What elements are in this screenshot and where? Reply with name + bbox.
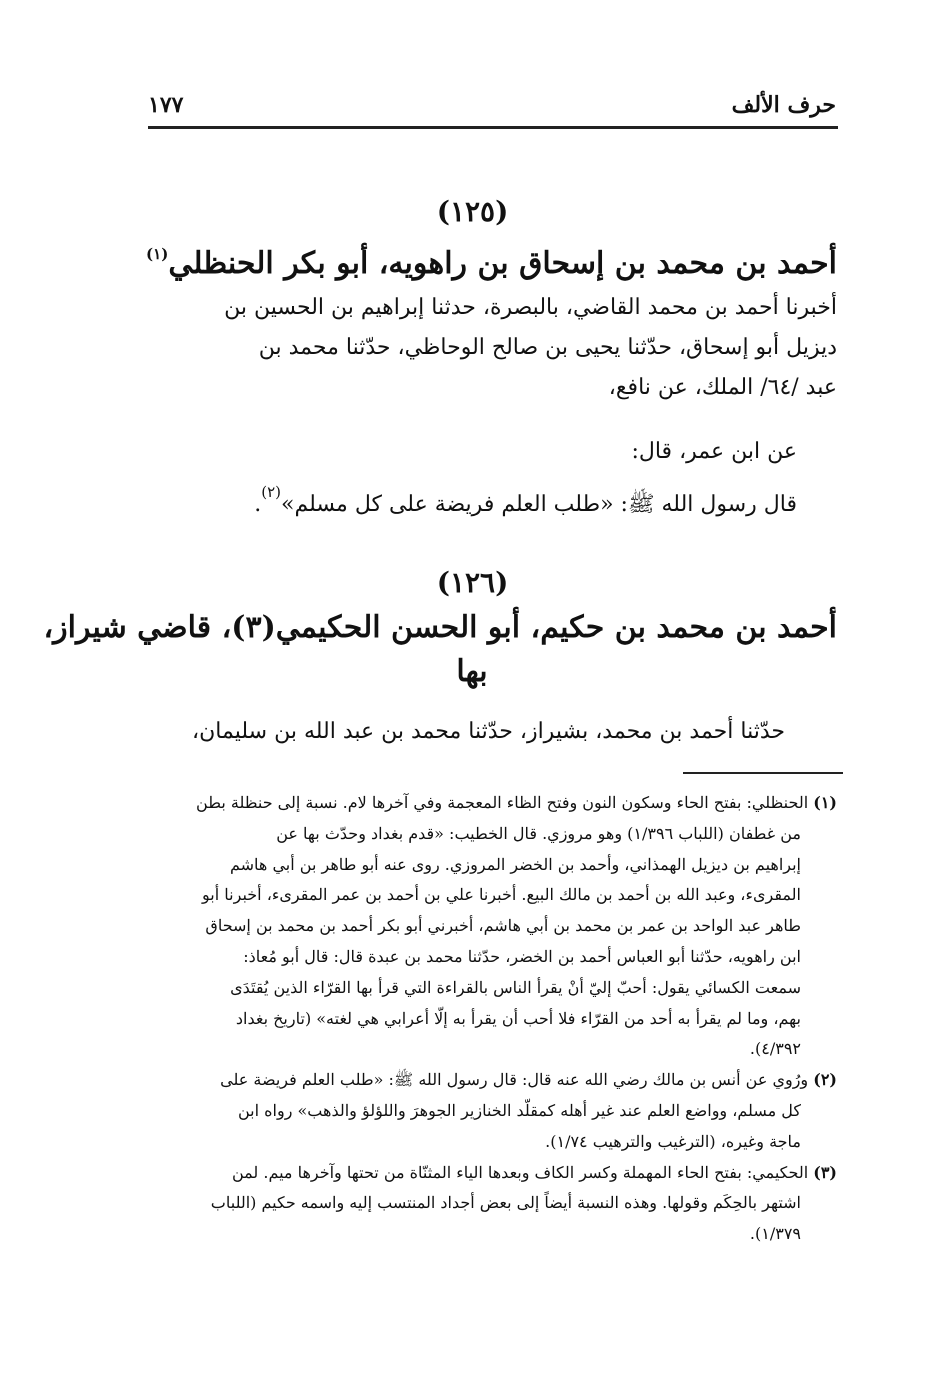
entry-number: (١٢٦)	[436, 566, 509, 599]
body-line: عن ابن عمر، قال:	[631, 439, 797, 464]
header-page-number: ١٧٧	[148, 92, 184, 118]
footnote-line	[137, 1065, 837, 1096]
body-line: حدّثنا أحمد بن محمد، بشيراز، حدّثنا محمد بن عبد الله بن سليمان،	[192, 719, 785, 744]
body-line: قال رسول الله ﷺ: «طلب العلم فريضة على كل مسلم»$^{(٢)}$.	[254, 483, 797, 517]
footnote-line: إبراهيم بن ديزيل الهمذاني، وأحمد بن الخضر المروزي. روى عنه أبو طاهر بن أبي هاشم	[230, 854, 801, 874]
footnote-line	[137, 788, 837, 819]
running-header	[148, 92, 836, 124]
footnote-line: سمعت الكسائي يقول: أحبّ إليّ أنْ يقرأ الناس بالقراءة التي قرأ بها القرّاء الذين يُقتَدَى	[230, 977, 801, 997]
body-line: أخبرنا أحمد بن محمد القاضي، بالبصرة، حدثنا إبراهيم بن الحسين بن	[224, 295, 837, 320]
footnotes	[137, 788, 837, 1250]
footnote-2	[137, 1065, 837, 1157]
footnote-line: ماجة وغيره، (الترغيب والترهيب ١/٧٤).	[545, 1131, 801, 1151]
body-line: ديزيل أبو إسحاق، حدّثنا يحيى بن صالح الوحاظي، حدّثنا محمد بن	[258, 335, 837, 360]
footnote-line: اشتهر بالحِكَم وقولها. وهذه النسبة أيضاً إلى بعض أجداد المنتسب إليه واسمه حكيم (اللباب	[210, 1193, 801, 1213]
entry-body	[85, 712, 785, 752]
footnote-ref: (٢)	[261, 483, 282, 501]
footnote-marker: (١)	[813, 793, 837, 812]
entry-body	[137, 288, 837, 408]
hadith-text	[137, 432, 797, 525]
footnote-rule	[683, 772, 843, 774]
footnote-marker: (٣)	[813, 1162, 837, 1182]
body-line: عبد /٦٤/ الملك، عن نافع،	[608, 375, 837, 400]
footnote-line: ٤/٣٩٢).	[749, 1039, 801, 1059]
footnote-3	[137, 1158, 837, 1250]
footnote-line: ابن راهويه، حدّثنا أبو العباس أحمد بن الخضر، حدّثنا محمد بن عبدة قال: قال أبو مُعاذ:	[243, 946, 801, 966]
entry-title-text: أحمد بن محمد بن إسحاق بن راهويه، أبو بكر الحنظلي	[168, 246, 837, 281]
footnote-line: طاهر عبد الواحد بن عمر بن محمد بن أبي هاشم، أخبرني أبو بكر أحمد بن محمد بن إسحاق	[205, 916, 801, 936]
header-rule	[148, 126, 838, 129]
footnote-line	[137, 1158, 837, 1189]
entry-number: (١٢٥)	[436, 195, 509, 228]
hadith-quote: قال رسول الله ﷺ: «طلب العلم فريضة على كل مسلم»	[281, 492, 797, 517]
footnote-1	[137, 788, 837, 1065]
entry-title-line: بها	[456, 654, 488, 689]
entry-title	[43, 606, 837, 694]
footnote-line: ١/٣٧٩).	[749, 1224, 801, 1244]
footnote-marker: (٢)	[813, 1070, 837, 1090]
footnote-ref: (١)	[146, 245, 169, 263]
footnote-line: من غطفان (اللباب ١/٣٩٦) وهو مروزي. قال الخطيب: «قدم بغداد وحدّث بها عن	[276, 823, 801, 843]
entry-title	[107, 232, 837, 286]
footnote-text: ورُوي عن أنس بن مالك رضي الله عنه قال: قال رسول الله ﷺ: «طلب العلم فريضة على	[220, 1070, 809, 1090]
footnote-text: الحنظلي: بفتح الحاء وسكون النون وفتح الظاء المعجمة وفي آخرها لام. نسبة إلى حنظلة بطن	[196, 793, 809, 812]
footnote-line: المقرىء، وعبد الله بن أحمد بن مالك البيع. أخبرنا علي بن أحمد بن عمر المقرىء، أخبرنا أبو	[202, 885, 801, 905]
entry-title-line: أحمد بن محمد بن حكيم، أبو الحسن الحكيمي(٣)، قاضي شيراز،	[43, 610, 837, 645]
footnote-text: الحكيمي: بفتح الحاء المهملة وكسر الكاف وبعدها الياء المثنّاة من تحتها وآخرها ميم. لمن	[231, 1162, 809, 1182]
header-chapter-title: حرف الألف	[731, 92, 836, 118]
footnote-line: كل مسلم، وواضع العلم عند غير أهله كمقلّد الخنازير الجوهرَ واللؤلؤ والذهب» رواه ابن	[237, 1100, 801, 1120]
footnote-line: بهم، وما لم يقرأ به أحد من القرّاء فلا أحب أن يقرأ به إلّا أعرابي هي لغته» (تاريخ بغداد	[235, 1008, 801, 1028]
